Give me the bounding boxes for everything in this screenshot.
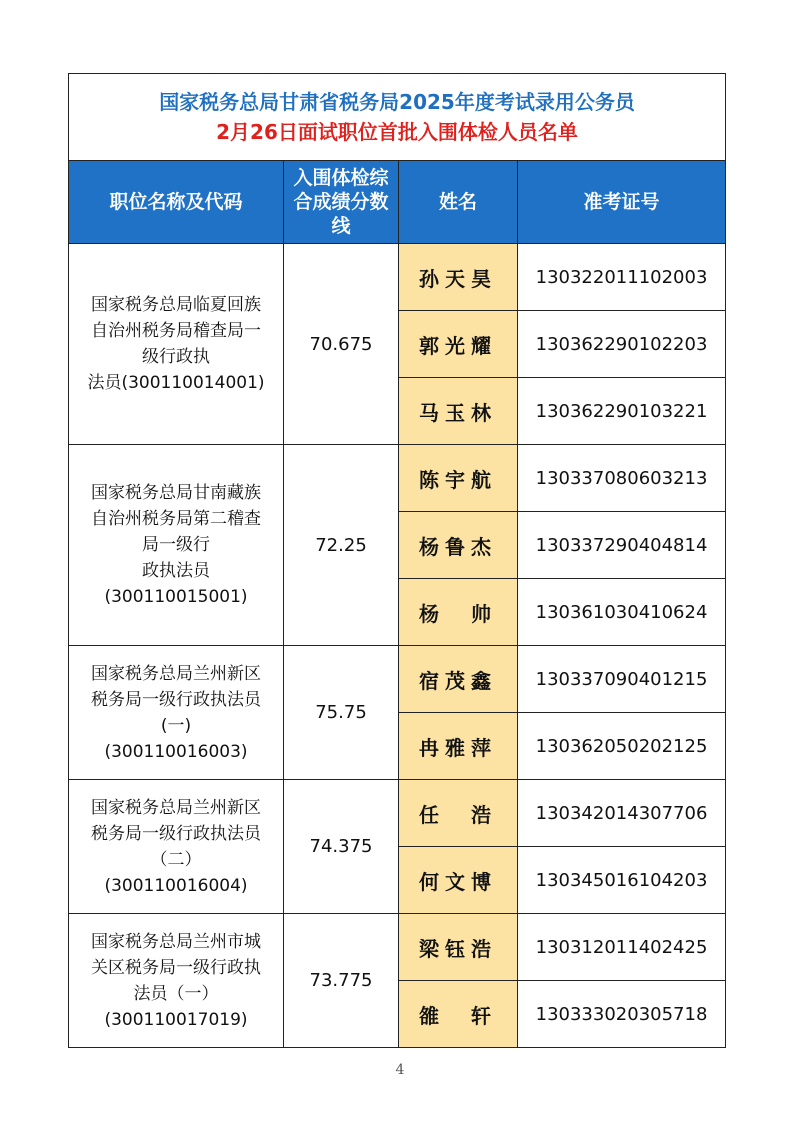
name-cell: 雒 轩 bbox=[399, 981, 518, 1048]
name-cell: 任 浩 bbox=[399, 780, 518, 847]
position-cell bbox=[69, 914, 284, 1048]
title-row bbox=[69, 74, 726, 161]
name-cell: 杨鲁杰 bbox=[399, 512, 518, 579]
position-line: (300110016004) bbox=[104, 875, 248, 896]
score-cell: 73.775 bbox=[284, 914, 399, 1048]
name-cell: 梁钰浩 bbox=[399, 914, 518, 981]
title-line-2: 2月26日面试职位首批入围体检人员名单 bbox=[216, 120, 578, 144]
position-line: 税务局一级行政执法员 bbox=[91, 823, 261, 844]
position-cell bbox=[69, 244, 284, 445]
document-title bbox=[69, 74, 726, 161]
name-cell: 马玉林 bbox=[399, 378, 518, 445]
exam-id-cell: 130337080603213 bbox=[518, 445, 726, 512]
score-cell: 72.25 bbox=[284, 445, 399, 646]
header-score: 入围体检综合成绩分数线 bbox=[284, 161, 399, 244]
name-cell: 陈宇航 bbox=[399, 445, 518, 512]
position-line: 税务局一级行政执法员 bbox=[91, 689, 261, 710]
name-cell: 冉雅萍 bbox=[399, 713, 518, 780]
table-row bbox=[69, 646, 726, 713]
exam-id-cell: 130362290102203 bbox=[518, 311, 726, 378]
table-row bbox=[69, 244, 726, 311]
exam-id-cell: 130337290404814 bbox=[518, 512, 726, 579]
position-line: 级行政执 bbox=[142, 347, 210, 367]
position-line: 局一级行 bbox=[142, 535, 210, 555]
position-line: 法员(300110014001) bbox=[87, 373, 265, 393]
position-line: 国家税务总局兰州新区 bbox=[91, 663, 261, 684]
exam-id-cell: 130362290103221 bbox=[518, 378, 726, 445]
page-number: 4 bbox=[395, 1062, 405, 1078]
score-cell: 75.75 bbox=[284, 646, 399, 780]
title-line-1: 国家税务总局甘肃省税务局2025年度考试录用公务员 bbox=[159, 90, 635, 114]
candidate-table bbox=[68, 73, 726, 1048]
exam-id-cell: 130333020305718 bbox=[518, 981, 726, 1048]
name-cell: 宿茂鑫 bbox=[399, 646, 518, 713]
position-line: 关区税务局一级行政执 bbox=[91, 957, 261, 978]
position-line: 政执法员 bbox=[142, 561, 210, 581]
position-line: 国家税务总局临夏回族 bbox=[91, 295, 261, 315]
position-cell bbox=[69, 646, 284, 780]
position-line: (一) bbox=[160, 715, 192, 736]
header-name: 姓名 bbox=[399, 161, 518, 244]
header-position: 职位名称及代码 bbox=[69, 161, 284, 244]
header-row bbox=[69, 161, 726, 244]
position-line: 自治州税务局第二稽查 bbox=[91, 509, 261, 529]
table-row bbox=[69, 780, 726, 847]
table-row bbox=[69, 445, 726, 512]
exam-id-cell: 130322011102003 bbox=[518, 244, 726, 311]
position-cell bbox=[69, 445, 284, 646]
name-cell: 孙天昊 bbox=[399, 244, 518, 311]
exam-id-cell: 130342014307706 bbox=[518, 780, 726, 847]
name-cell: 郭光耀 bbox=[399, 311, 518, 378]
exam-id-cell: 130361030410624 bbox=[518, 579, 726, 646]
score-cell: 70.675 bbox=[284, 244, 399, 445]
position-line: 法员（一） bbox=[133, 983, 219, 1004]
table-row bbox=[69, 914, 726, 981]
position-line: (300110017019) bbox=[104, 1009, 248, 1030]
exam-id-cell: 130312011402425 bbox=[518, 914, 726, 981]
position-line: （二） bbox=[150, 849, 202, 870]
score-cell: 74.375 bbox=[284, 780, 399, 914]
position-line: (300110015001) bbox=[104, 587, 248, 607]
exam-id-cell: 130337090401215 bbox=[518, 646, 726, 713]
name-cell: 杨 帅 bbox=[399, 579, 518, 646]
exam-id-cell: 130362050202125 bbox=[518, 713, 726, 780]
header-exam-id: 准考证号 bbox=[518, 161, 726, 244]
position-line: 国家税务总局兰州新区 bbox=[91, 797, 261, 818]
position-line: 国家税务总局甘南藏族 bbox=[91, 483, 261, 503]
position-line: 国家税务总局兰州市城 bbox=[91, 931, 261, 952]
position-cell bbox=[69, 780, 284, 914]
name-cell: 何文博 bbox=[399, 847, 518, 914]
exam-id-cell: 130345016104203 bbox=[518, 847, 726, 914]
position-line: (300110016003) bbox=[104, 741, 248, 762]
position-line: 自治州税务局稽查局一 bbox=[91, 321, 261, 341]
